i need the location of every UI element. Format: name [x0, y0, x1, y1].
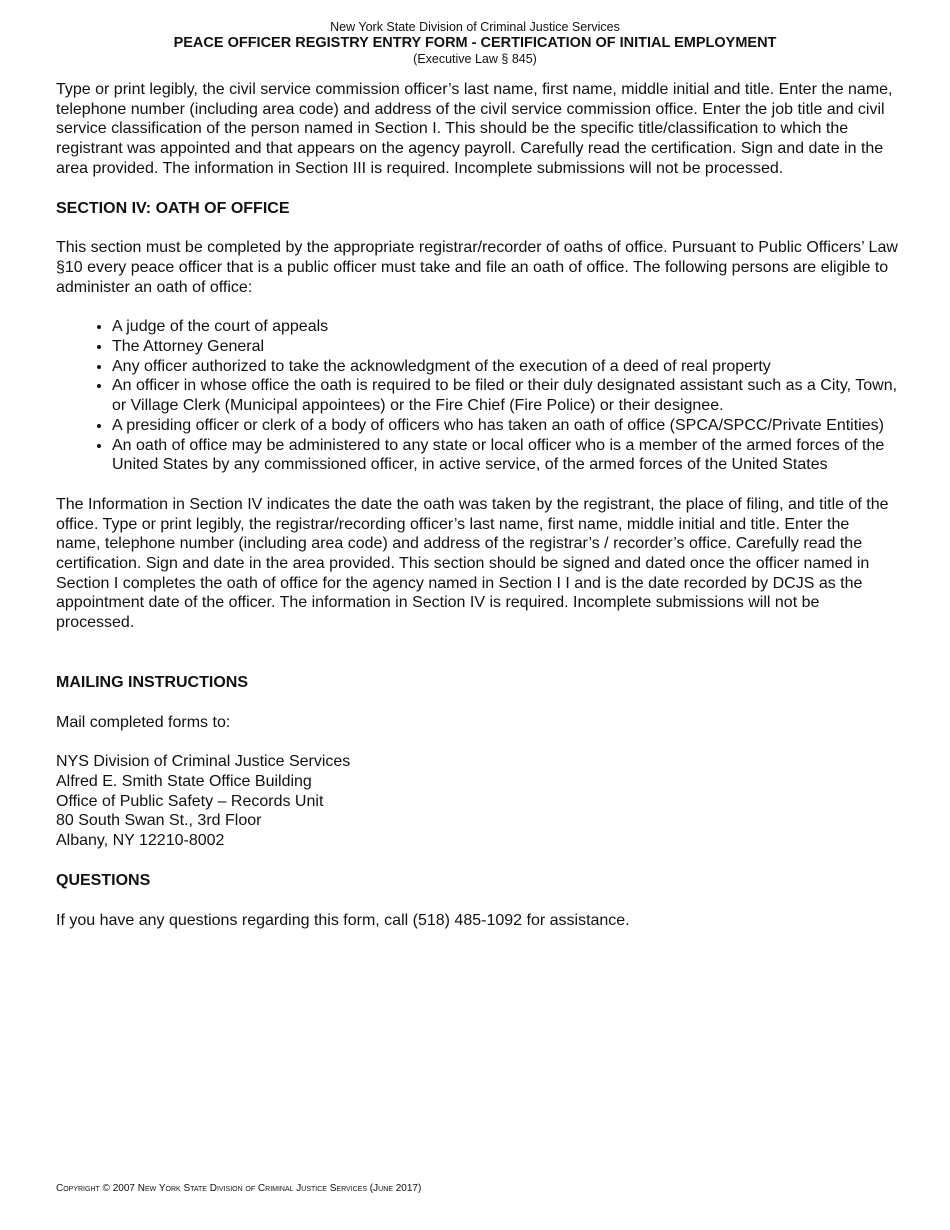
- document-header: [0, 20, 950, 67]
- section-iv-details: The Information in Section IV indicates the date the oath was taken by the registrant, the place of filing, and title of the office. Type or print legibly, the registrar/recording officer’s last name, first name, middle initial and title. Enter the name, telephone number (including area code) and address of the registrar’s / recorder’s office. Carefully read the certification. Sign and date in the area provided. This section should be signed and dated once the officer named in Section I completes the oath of office for the agency named in Section I I and is the date recorded by DCJS as the appointment date of the officer. The information in Section IV is required. Incomplete submissions will not be processed.: [56, 495, 889, 632]
- list-item: • The Attorney General: [112, 337, 898, 357]
- list-item: • Any officer authorized to take the acknowledgment of the execution of a deed of real property: [112, 357, 898, 377]
- agency-name: New York State Division of Criminal Justice Services: [330, 20, 620, 34]
- mailing-intro: Mail completed forms to:: [56, 713, 231, 731]
- section-iv-intro: This section must be completed by the appropriate registrar/recorder of oaths of office. Pursuant to Public Officers’ Law §10 every peace officer that is a public officer must take and file an oath of office. The following persons are eligible to administer an oath of office:: [56, 239, 898, 296]
- mailing-heading: MAILING INSTRUCTIONS: [56, 673, 248, 691]
- form-title: PEACE OFFICER REGISTRY ENTRY FORM - CERTIFICATION OF INITIAL EMPLOYMENT: [173, 35, 777, 51]
- address-line: Albany, NY 12210-8002: [56, 832, 225, 850]
- list-item: • An officer in whose office the oath is required to be filed or their duly designated assistant such as a City, Town, or Village Clerk (Municipal appointees) or the Fire Chief (Fire Police) or their designee.: [112, 376, 898, 415]
- mailing-address: [56, 752, 898, 851]
- statute-reference: (Executive Law § 845): [413, 52, 537, 66]
- questions-text: If you have any questions regarding this form, call (518) 485-1092 for assistance.: [56, 911, 630, 929]
- list-item: • An oath of office may be administered to any state or local officer who is a member of the armed forces of the United States by any commissioned officer, in active service, of the armed forces of the United States: [112, 436, 898, 475]
- copyright-footer: Copyright © 2007 New York State Division of Criminal Justice Services (June 2017): [56, 1183, 422, 1194]
- eligible-administrators-list: [56, 317, 898, 475]
- section-iv-heading: SECTION IV: OATH OF OFFICE: [56, 199, 290, 217]
- address-line: Alfred E. Smith State Office Building: [56, 772, 312, 790]
- intro-paragraph: Type or print legibly, the civil service commission officer’s last name, first name, middle initial and title. Enter the name, telephone number (including area code) and address of the civil service commission office. Enter the job title and civil service classification of the person named in Section I. This should be the specific title/classification to which the registrant was appointed and that appears on the agency payroll. Carefully read the certification. Sign and date in the area provided. The information in Section III is required. Incomplete submissions will not be processed.: [56, 81, 893, 177]
- document-body: [56, 80, 898, 930]
- questions-heading: QUESTIONS: [56, 871, 151, 889]
- list-item: • A judge of the court of appeals: [112, 317, 898, 337]
- address-line: Office of Public Safety – Records Unit: [56, 792, 324, 810]
- address-line: 80 South Swan St., 3rd Floor: [56, 812, 262, 830]
- address-line: NYS Division of Criminal Justice Services: [56, 753, 351, 771]
- list-item: • A presiding officer or clerk of a body of officers who has taken an oath of office (SPCA/SPCC/Private Entities): [112, 416, 898, 436]
